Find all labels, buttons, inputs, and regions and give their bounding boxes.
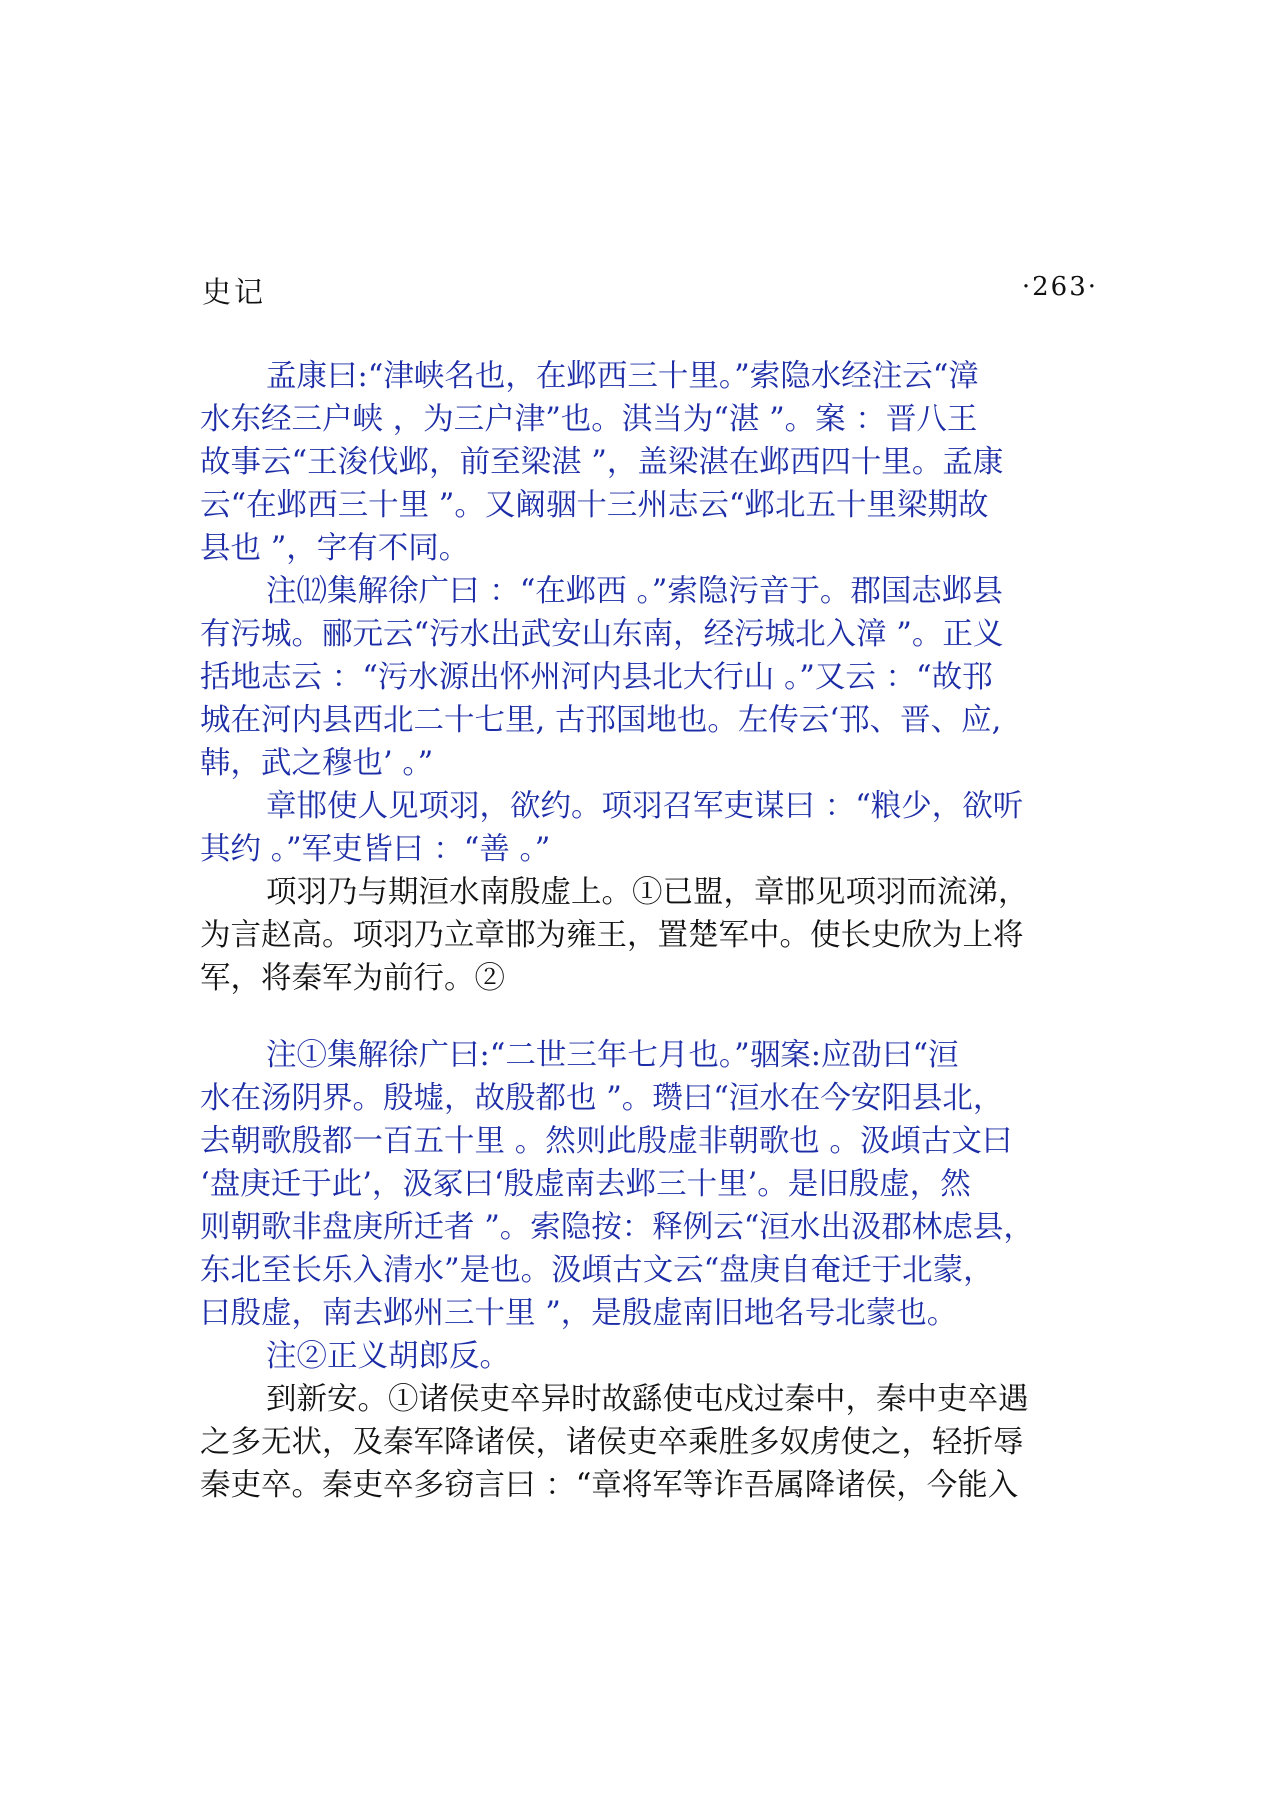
- text-line: 水东经三户峡 ，为三户津”也。淇当为“湛 ”。案 ：晋八王: [200, 402, 978, 437]
- text-line: 水在汤阴界。殷墟，故殷都也 ”。瓒曰“洹水在今安阳县北，: [200, 1081, 1004, 1116]
- text-line: 注⑿集解徐广曰 ：“在邺西 。”索隐污音于。郡国志邺县: [266, 574, 1003, 609]
- book-title: 史记: [202, 275, 267, 309]
- text-line: 之多无状，及秦军降诸侯，诸侯吏卒乘胜多奴虏使之，轻折辱: [200, 1425, 1024, 1460]
- text-line: 为言赵高。项羽乃立章邯为雍王，置楚军中。使长史欣为上将: [200, 918, 1024, 953]
- text-line: 注②正义胡郎反。: [266, 1339, 510, 1374]
- commentary-block: [200, 1034, 1100, 1335]
- page-number: ·263·: [1021, 272, 1098, 302]
- commentary-block: [200, 570, 1100, 785]
- text-line: 去朝歌殷都一百五十里 。然则此殷虚非朝歌也 。汲頉古文曰: [200, 1124, 1013, 1159]
- text-line: 军，将秦军为前行。②: [200, 961, 505, 996]
- text-line: 章邯使人见项羽，欲约。项羽召军吏谋曰 ：“粮少，欲听: [266, 789, 1024, 824]
- text-line: 云“在邺西三十里 ”。又阚骃十三州志云“邺北五十里梁期故: [200, 488, 989, 523]
- text-line: 秦吏卒。秦吏卒多窃言曰 ：“章将军等诈吾属降诸侯，今能入: [200, 1468, 1019, 1503]
- text-line: 孟康曰:“津峡名也，在邺西三十里。”索隐水经注云“漳: [266, 359, 979, 394]
- text-line: 项羽乃与期洹水南殷虚上。①已盟，章邯见项羽而流涕，: [266, 875, 1029, 910]
- paragraph-gap: [200, 1000, 1100, 1034]
- text-line: 曰殷虚，南去邺州三十里 ”，是殷虚南旧地名号北蒙也。: [200, 1296, 958, 1331]
- main-text-block: [200, 1378, 1100, 1507]
- text-line: 故事云“王浚伐邺，前至梁湛 ”，盖梁湛在邺西四十里。孟康: [200, 445, 1004, 480]
- text-line: ‘盘庚迁于此’，汲冢曰‘殷虚南去邺三十里’。是旧殷虚，然: [200, 1167, 971, 1202]
- text-line: 东北至长乐入清水”是也。汲頉古文云“盘庚自奄迁于北蒙，: [200, 1253, 994, 1288]
- commentary-block: [200, 1335, 1100, 1378]
- text-line: 括地志云 ：“污水源出怀州河内县北大行山 。”又云 ：“故邘: [200, 660, 993, 695]
- commentary-block: [200, 355, 1100, 570]
- text-line: 其约 。”军吏皆曰 ：“善 。”: [200, 832, 551, 867]
- text-line: 注①集解徐广曰:“二世三年七月也。”骃案:应劭曰“洹: [266, 1038, 959, 1073]
- text-line: 到新安。①诸侯吏卒异时故繇使屯戍过秦中，秦中吏卒遇: [266, 1382, 1029, 1417]
- text-line: 县也 ”，字有不同。: [200, 531, 470, 566]
- text-line: 韩，武之穆也’ 。”: [200, 746, 434, 781]
- text-line: 城在河内县西北二十七里, 古邘国地也。左传云‘邘、晋、应,: [200, 703, 1002, 738]
- text-line: 有污城。郦元云“污水出武安山东南，经污城北入漳 ”。正义: [200, 617, 1004, 652]
- commentary-block: [200, 785, 1100, 871]
- text-line: 则朝歌非盘庚所迁者 ”。索隐按：释例云“洹水出汲郡林虑县，: [200, 1210, 1034, 1245]
- main-text-block: [200, 871, 1100, 1000]
- page-body: [200, 355, 1100, 1507]
